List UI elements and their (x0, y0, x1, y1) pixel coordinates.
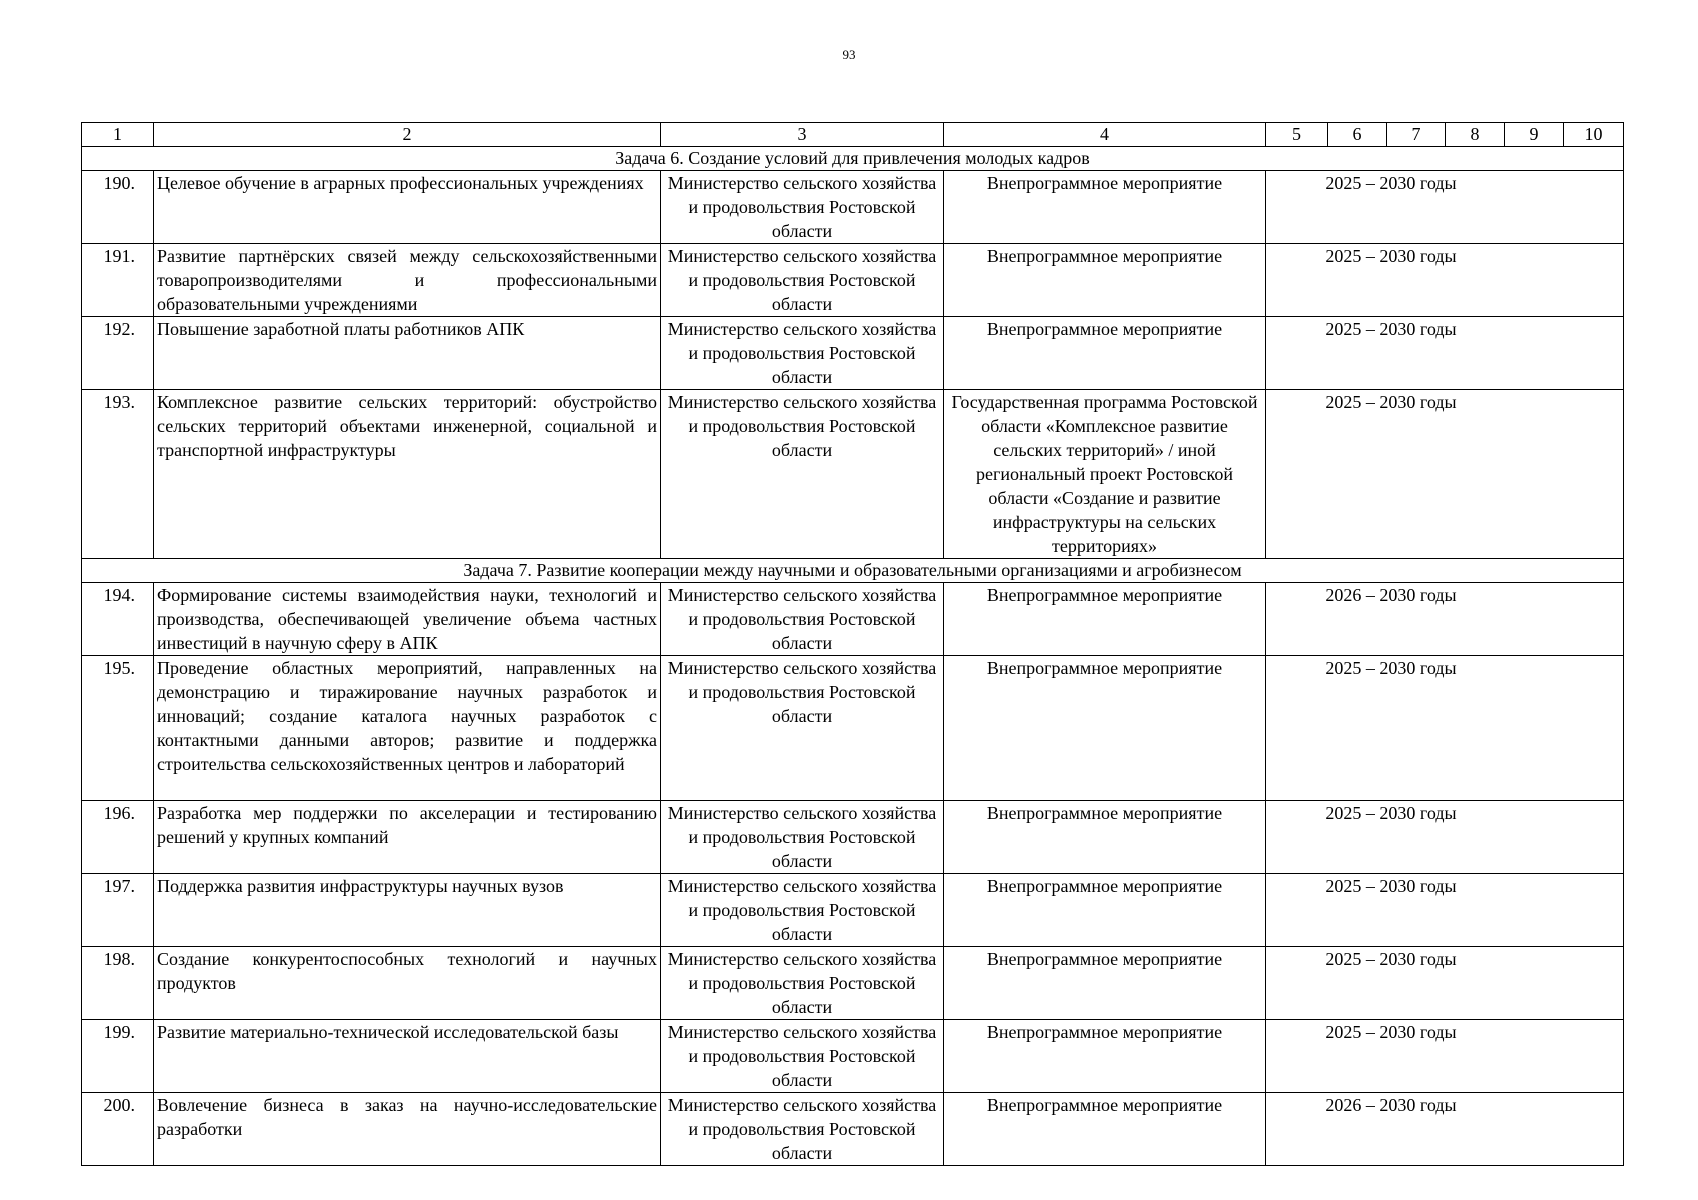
responsible-organization: Министерство сельского хозяйства и продовольствия Ростовской области (661, 1093, 944, 1166)
column-number: 3 (661, 123, 944, 147)
funding-source: Внепрограммное мероприятие (944, 801, 1266, 874)
measure-name: Комплексное развитие сельских территорий: обустройство сельских территорий объектами инженерной, социальной и транспортной инфраструктуры (154, 390, 661, 559)
measure-name: Развитие материально-технической исследовательской базы (154, 1020, 661, 1093)
implementation-period: 2025 – 2030 годы (1266, 801, 1624, 874)
task-heading: Задача 7. Развитие кооперации между научными и образовательными организациями и агробизнесом (82, 559, 1624, 583)
column-number: 8 (1446, 123, 1505, 147)
table-row (82, 244, 1624, 317)
responsible-organization: Министерство сельского хозяйства и продовольствия Ростовской области (661, 656, 944, 801)
row-number: 190. (82, 171, 154, 244)
row-number: 195. (82, 656, 154, 801)
table-row (82, 656, 1624, 801)
implementation-period: 2026 – 2030 годы (1266, 583, 1624, 656)
row-number: 200. (82, 1093, 154, 1166)
implementation-period: 2025 – 2030 годы (1266, 390, 1624, 559)
funding-source: Внепрограммное мероприятие (944, 874, 1266, 947)
row-number: 196. (82, 801, 154, 874)
implementation-period: 2025 – 2030 годы (1266, 656, 1624, 801)
implementation-period: 2025 – 2030 годы (1266, 317, 1624, 390)
responsible-organization: Министерство сельского хозяйства и продовольствия Ростовской области (661, 947, 944, 1020)
responsible-organization: Министерство сельского хозяйства и продовольствия Ростовской области (661, 874, 944, 947)
column-number: 6 (1328, 123, 1387, 147)
measure-name: Поддержка развития инфраструктуры научных вузов (154, 874, 661, 947)
table-row (82, 1093, 1624, 1166)
measure-name: Развитие партнёрских связей между сельскохозяйственными товаропроизводителями и профессиональными образовательными учреждениями (154, 244, 661, 317)
table-row (82, 583, 1624, 656)
measure-name: Проведение областных мероприятий, направленных на демонстрацию и тиражирование научных разработок и инноваций; создание каталога научных разработок с контактными данными авторов; развитие и поддержка строительства сельскохозяйственных центров и лабораторий (154, 656, 661, 801)
column-number: 1 (82, 123, 154, 147)
measure-name: Создание конкурентоспособных технологий и научных продуктов (154, 947, 661, 1020)
responsible-organization: Министерство сельского хозяйства и продовольствия Ростовской области (661, 801, 944, 874)
row-number: 199. (82, 1020, 154, 1093)
row-number: 193. (82, 390, 154, 559)
table-row (82, 1020, 1624, 1093)
funding-source: Внепрограммное мероприятие (944, 947, 1266, 1020)
responsible-organization: Министерство сельского хозяйства и продовольствия Ростовской области (661, 583, 944, 656)
implementation-period: 2025 – 2030 годы (1266, 1020, 1624, 1093)
funding-source: Внепрограммное мероприятие (944, 1020, 1266, 1093)
measure-name: Вовлечение бизнеса в заказ на научно-исследовательские разработки (154, 1093, 661, 1166)
column-number: 4 (944, 123, 1266, 147)
measure-name: Формирование системы взаимодействия науки, технологий и производства, обеспечивающей увеличение объема частных инвестиций в научную сферу в АПК (154, 583, 661, 656)
page-number: 93 (842, 47, 856, 62)
row-number: 194. (82, 583, 154, 656)
measure-name: Повышение заработной платы работников АПК (154, 317, 661, 390)
funding-source: Внепрограммное мероприятие (944, 1093, 1266, 1166)
table-row (82, 801, 1624, 874)
measures-table (81, 122, 1624, 1166)
table-row (82, 317, 1624, 390)
column-number: 2 (154, 123, 661, 147)
funding-source: Внепрограммное мероприятие (944, 244, 1266, 317)
implementation-period: 2025 – 2030 годы (1266, 947, 1624, 1020)
column-number: 7 (1387, 123, 1446, 147)
table-row (82, 390, 1624, 559)
responsible-organization: Министерство сельского хозяйства и продовольствия Ростовской области (661, 244, 944, 317)
row-number: 198. (82, 947, 154, 1020)
row-number: 192. (82, 317, 154, 390)
responsible-organization: Министерство сельского хозяйства и продовольствия Ростовской области (661, 317, 944, 390)
table-row (82, 947, 1624, 1020)
column-number: 9 (1505, 123, 1564, 147)
implementation-period: 2025 – 2030 годы (1266, 171, 1624, 244)
responsible-organization: Министерство сельского хозяйства и продовольствия Ростовской области (661, 171, 944, 244)
table-row (82, 874, 1624, 947)
task-heading-row (82, 559, 1624, 583)
funding-source: Внепрограммное мероприятие (944, 317, 1266, 390)
row-number: 197. (82, 874, 154, 947)
measure-name: Разработка мер поддержки по акселерации и тестированию решений у крупных компаний (154, 801, 661, 874)
funding-source: Внепрограммное мероприятие (944, 583, 1266, 656)
column-number: 5 (1266, 123, 1328, 147)
measure-name: Целевое обучение в аграрных профессиональных учреждениях (154, 171, 661, 244)
table-row (82, 171, 1624, 244)
responsible-organization: Министерство сельского хозяйства и продовольствия Ростовской области (661, 1020, 944, 1093)
funding-source: Внепрограммное мероприятие (944, 171, 1266, 244)
task-heading-row (82, 147, 1624, 171)
row-number: 191. (82, 244, 154, 317)
task-heading: Задача 6. Создание условий для привлечения молодых кадров (82, 147, 1624, 171)
implementation-period: 2026 – 2030 годы (1266, 1093, 1624, 1166)
column-number-row (82, 123, 1624, 147)
implementation-period: 2025 – 2030 годы (1266, 244, 1624, 317)
implementation-period: 2025 – 2030 годы (1266, 874, 1624, 947)
responsible-organization: Министерство сельского хозяйства и продовольствия Ростовской области (661, 390, 944, 559)
funding-source: Государственная программа Ростовской области «Комплексное развитие сельских территорий» / иной региональный проект Ростовской области «Создание и развитие инфраструктуры на сельских территориях» (944, 390, 1266, 559)
funding-source: Внепрограммное мероприятие (944, 656, 1266, 801)
column-number: 10 (1564, 123, 1624, 147)
